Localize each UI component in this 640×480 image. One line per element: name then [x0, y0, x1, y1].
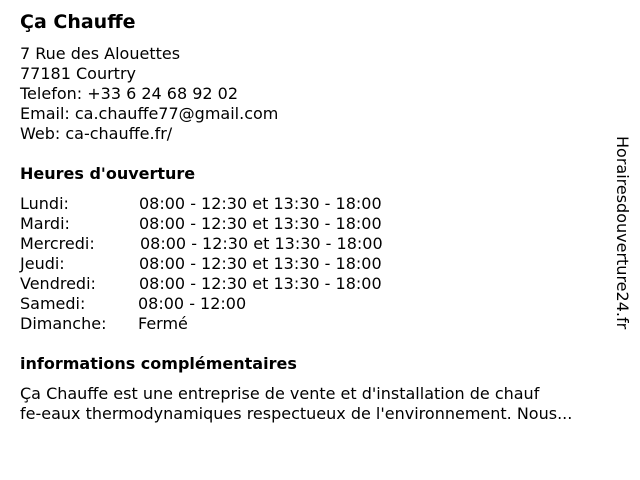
hours-day: Samedi:: [20, 294, 86, 313]
hours-time: 08:00 - 12:30 et 13:30 - 18:00: [139, 194, 382, 213]
hours-day: Vendredi:: [20, 274, 96, 293]
hours-day: Mardi:: [20, 214, 70, 233]
business-name: Ça Chauffe: [20, 11, 136, 33]
address-city: 77181 Courtry: [20, 64, 136, 83]
info-heading: informations complémentaires: [20, 354, 297, 373]
hours-time: 08:00 - 12:00: [138, 294, 247, 313]
hours-day: Jeudi:: [20, 254, 65, 273]
hours-heading: Heures d'ouverture: [20, 164, 196, 183]
email-text: Email: ca.chauffe77@gmail.com: [20, 104, 279, 123]
watermark-text: Horairesdouverture24.fr: [613, 136, 632, 330]
hours-time: 08:00 - 12:30 et 13:30 - 18:00: [139, 274, 382, 293]
hours-day: Mercredi:: [20, 234, 95, 253]
phone-text: Telefon: +33 6 24 68 92 02: [20, 84, 239, 103]
description-line: Ça Chauffe est une entreprise de vente et d'installation de chauf: [20, 384, 540, 403]
web-text: Web: ca-chauffe.fr/: [20, 124, 173, 143]
description-line: fe-eaux thermodynamiques respectueux de l'environnement. Nous...: [20, 404, 573, 423]
description: [20, 384, 620, 424]
hours-time: 08:00 - 12:30 et 13:30 - 18:00: [140, 234, 383, 253]
hours-day: Lundi:: [20, 194, 69, 213]
hours-time: Fermé: [138, 314, 188, 333]
hours-time: 08:00 - 12:30 et 13:30 - 18:00: [139, 214, 382, 233]
contact-block: [20, 44, 278, 144]
hours-time: 08:00 - 12:30 et 13:30 - 18:00: [139, 254, 382, 273]
address-street: 7 Rue des Alouettes: [20, 44, 181, 63]
hours-day: Dimanche:: [20, 314, 107, 333]
